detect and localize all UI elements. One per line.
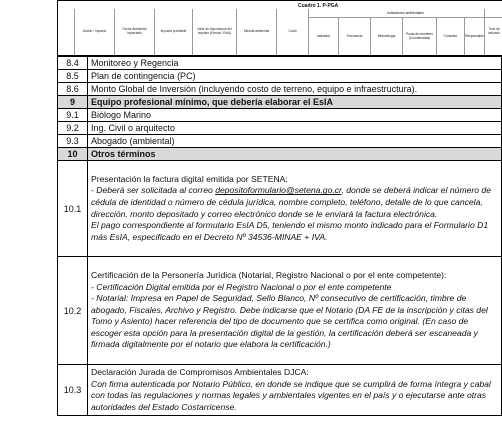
terms-table bbox=[57, 56, 502, 416]
embedded-subcol-5: Responsable bbox=[464, 17, 484, 56]
notarial-note: - Notarial: Impresa en Papel de Seguridad, Sello Blanco, Nº consecutivo de certificación, timbre de abogado, Fiscales, Archivo y Registro. Debe indicarse que el Notario (DA FE de la inscripción y citas del Tomo y Asiento) hacer referencia del tipo de documento que se certifica como original. (En caso de escoger esta opción para la presentación digital de la gestión, la certificación deberá ser escaneada y firmada digitalmente por el notario que elabora la certificación.) bbox=[91, 293, 488, 350]
digital-cert-note: - Certificación Digital emitida por el Registro Nacional o por el ente competente bbox=[91, 281, 392, 292]
embedded-col-1: Factor Ambiental Impactado bbox=[114, 9, 154, 55]
row-heading: Certificación de la Personería Jurídica (Notarial, Registro Nacional o por el ente competente): bbox=[91, 269, 447, 280]
row-number: 8.6 bbox=[58, 83, 88, 96]
table-row bbox=[58, 109, 502, 122]
payment-note: El pago correspondiente al formulario EsIA D5, teniendo el mismo monto indicado para el Formulario D1 más EsIA, especificado en el Decreto Nº 34536-MINAE + IVA. bbox=[91, 220, 489, 242]
embedded-col-3: Valor de Importancia del Impacto (Parcial / EsIA) bbox=[192, 9, 236, 55]
section-row bbox=[58, 148, 502, 161]
embedded-group-header: Indicadores ambientales bbox=[308, 9, 502, 18]
email-link[interactable]: depositoformulario@setena.go.cr bbox=[215, 185, 342, 196]
row-heading: Declaración Jurada de Compromisos Ambientales DJCA: bbox=[91, 367, 309, 377]
embedded-col-2: Impacto previsible bbox=[154, 9, 192, 55]
table-row bbox=[58, 161, 502, 257]
table-row bbox=[58, 135, 502, 148]
table-row bbox=[58, 83, 502, 96]
row-text: Ing. Civil o arquitecto bbox=[88, 122, 502, 135]
row-number: 8.5 bbox=[58, 70, 88, 83]
embedded-table-title: Cuadro 1. P-PGA bbox=[298, 3, 339, 9]
row-text: Plan de contingencia (PC) bbox=[88, 70, 502, 83]
embedded-col-4: Medida ambiental bbox=[236, 9, 276, 55]
row-number: 9.1 bbox=[58, 109, 88, 122]
embedded-table-spacer bbox=[58, 9, 74, 55]
embedded-subcol-3: Punto de muestreo (Coordenadas) bbox=[402, 17, 436, 56]
embedded-subcol-0: Indicador bbox=[308, 17, 338, 56]
row-number: 8.4 bbox=[58, 57, 88, 70]
embedded-subcol-4: Consultor bbox=[436, 17, 464, 56]
row-text: Monto Global de Inversión (incluyendo costo de terreno, equipo e infraestructura). bbox=[88, 83, 502, 96]
instructions-part-a: - Deberá ser solicitada al correo bbox=[91, 185, 216, 196]
row-text bbox=[88, 161, 502, 257]
section-number: 10 bbox=[58, 148, 88, 161]
declaration-body: Con firma autenticada por Notario Público, en donde se indique que se cumplirá de forma íntegra y cabal con todas las regulaciones y normas legales y ambientales vigentes en el país y o ejecutarse ante otras autoridades del Estado Costarricense. bbox=[91, 378, 491, 412]
embedded-subcol-2: Metodología bbox=[370, 17, 402, 56]
section-number: 9 bbox=[58, 96, 88, 109]
embedded-subcol-1: Frecuencia bbox=[338, 17, 370, 56]
section-title: Otros términos bbox=[88, 148, 502, 161]
table-row bbox=[58, 122, 502, 135]
embedded-col-0: Acción / Impacto bbox=[74, 9, 114, 55]
row-number: 9.3 bbox=[58, 135, 88, 148]
row-number: 9.2 bbox=[58, 122, 88, 135]
instructions-part-b: , donde se deberá indicar el número de cédula de identidad o número de cédula jurídica, nombre completo, teléfono, detalle de lo que cancela, dirección, monto depositado y correo electrónico donde se le enviará la factura electrónica. bbox=[91, 185, 491, 219]
row-text: Biólogo Marino bbox=[88, 109, 502, 122]
email-instructions bbox=[91, 185, 498, 220]
table-row bbox=[58, 257, 502, 365]
row-heading: Presentación la factura digital emitida por SETENA: bbox=[91, 173, 288, 184]
row-text bbox=[88, 257, 502, 365]
section-row bbox=[58, 96, 502, 109]
section-title: Equipo profesional mínimo, que debería elaborar el EsIA bbox=[88, 96, 502, 109]
row-number: 10.1 bbox=[58, 161, 88, 257]
row-number: 10.3 bbox=[58, 365, 88, 416]
embedded-table bbox=[57, 0, 502, 56]
table-row bbox=[58, 57, 502, 70]
table-row bbox=[58, 365, 502, 416]
embedded-last-col: Todo de indicado bbox=[484, 9, 502, 55]
row-text: Abogado (ambiental) bbox=[88, 135, 502, 148]
row-number: 10.2 bbox=[58, 257, 88, 365]
embedded-col-5: Costo bbox=[276, 9, 308, 55]
row-text: Monitoreo y Regencia bbox=[88, 57, 502, 70]
row-text bbox=[88, 365, 502, 416]
table-row bbox=[58, 70, 502, 83]
